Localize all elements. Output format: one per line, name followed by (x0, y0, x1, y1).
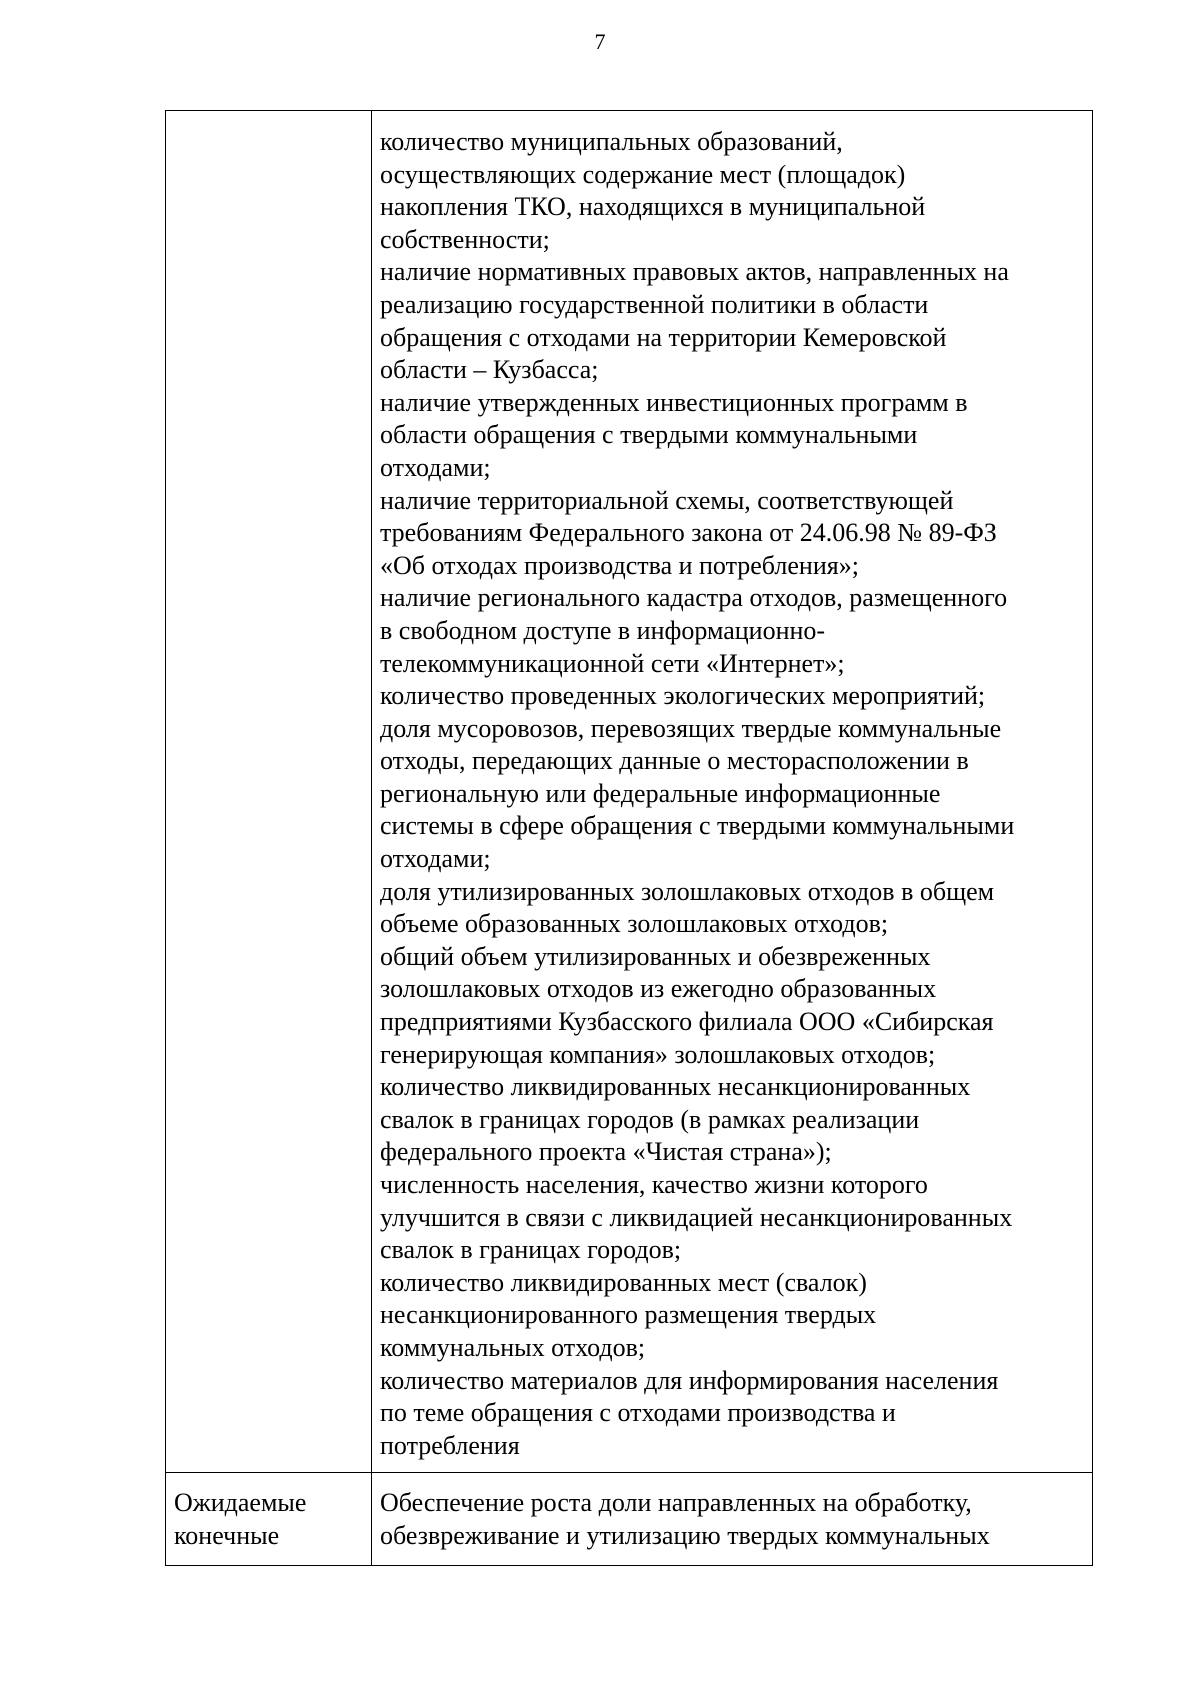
indicator-text-line: требованиям Федерального закона от 24.06.98 № 89-ФЗ (380, 518, 997, 548)
indicator-text-line: свалок в границах городов (в рамках реализации (380, 1104, 920, 1134)
indicator-text-line: отходами; (380, 844, 491, 874)
indicator-text-line: количество муниципальных образований, (380, 127, 843, 156)
indicator-text-line: доля утилизированных золошлаковых отходов в общем (380, 876, 995, 906)
label-cell-empty (166, 111, 372, 1473)
indicator-text-line: системы в сфере обращения с твердыми коммунальными (380, 811, 1015, 841)
indicator-text-line: количество ликвидированных мест (свалок) (380, 1267, 867, 1297)
indicator-text-line: коммунальных отходов; (380, 1332, 646, 1362)
indicator-text-line: свалок в границах городов; (380, 1235, 682, 1265)
indicator-text-line: золошлаковых отходов из ежегодно образованных (380, 974, 937, 1004)
expected-results-label-cell (166, 1473, 372, 1565)
indicator-text-line: предприятиями Кузбасского филиала ООО «Сибирская (380, 1007, 994, 1037)
indicator-text-line: региональную или федеральные информационные (380, 778, 941, 808)
indicator-text-line: доля мусоровозов, перевозящих твердые коммунальные (380, 713, 1002, 743)
indicator-text-line: улучшится в связи с ликвидацией несанкционированных (380, 1202, 1013, 1232)
indicator-text-line: наличие утвержденных инвестиционных программ в (380, 387, 968, 417)
indicator-text-line: обращения с отходами на территории Кемеровской (380, 322, 947, 352)
row-label-line: конечные (174, 1520, 280, 1550)
indicator-text-line: количество проведенных экологических мероприятий; (380, 681, 986, 711)
indicator-text-line: по теме обращения с отходами производства и (380, 1398, 896, 1428)
indicator-text-line: численность населения, качество жизни которого (380, 1170, 928, 1199)
row-label-line: Ожидаемые (174, 1488, 307, 1518)
indicator-text-line: федерального проекта «Чистая страна»); (380, 1137, 832, 1167)
table-row-expected-results (166, 1473, 1093, 1565)
expected-results-cell (372, 1473, 1093, 1565)
passport-table (165, 110, 1093, 1566)
indicator-text-line: «Об отходах производства и потребления»; (380, 550, 859, 580)
indicator-text-line: потребления (380, 1430, 520, 1460)
expected-result-text-line: обезвреживание и утилизацию твердых коммунальных (380, 1520, 990, 1550)
indicator-text-line: отходами; (380, 452, 491, 482)
indicator-text-line: осуществляющих содержание мест (площадок) (380, 159, 906, 189)
indicator-text-line: общий объем утилизированных и обезвреженных (380, 941, 931, 971)
indicator-text-line: реализацию государственной политики в области (380, 289, 929, 319)
indicator-text-line: количество материалов для информирования населения (380, 1365, 999, 1395)
indicator-text-line: накопления ТКО, находящихся в муниципальной (380, 192, 926, 222)
indicator-text-line: в свободном доступе в информационно- (380, 615, 826, 645)
indicator-text-line: объеме образованных золошлаковых отходов; (380, 909, 889, 939)
indicator-text-line: несанкционированного размещения твердых (380, 1300, 877, 1330)
expected-result-text-line: Обеспечение роста доли направленных на обработку, (380, 1488, 972, 1518)
indicator-text-line: телекоммуникационной сети «Интернет»; (380, 648, 845, 678)
table-row-indicators (166, 111, 1093, 1473)
page-number: 7 (594, 29, 606, 54)
indicator-text-line: области – Кузбасса; (380, 355, 599, 385)
indicators-cell (372, 111, 1093, 1473)
indicator-text-line: генерирующая компания» золошлаковых отходов; (380, 1039, 936, 1069)
indicator-text-line: области обращения с твердыми коммунальными (380, 420, 918, 450)
indicator-text-line: собственности; (380, 224, 550, 254)
indicator-text-line: наличие нормативных правовых актов, направленных на (380, 257, 1009, 287)
indicator-text-line: количество ликвидированных несанкционированных (380, 1072, 971, 1102)
indicator-text-line: наличие регионального кадастра отходов, размещенного (380, 583, 1008, 613)
indicator-text-line: наличие территориальной схемы, соответствующей (380, 485, 954, 515)
indicator-text-line: отходы, передающих данные о месторасположении в (380, 746, 969, 776)
